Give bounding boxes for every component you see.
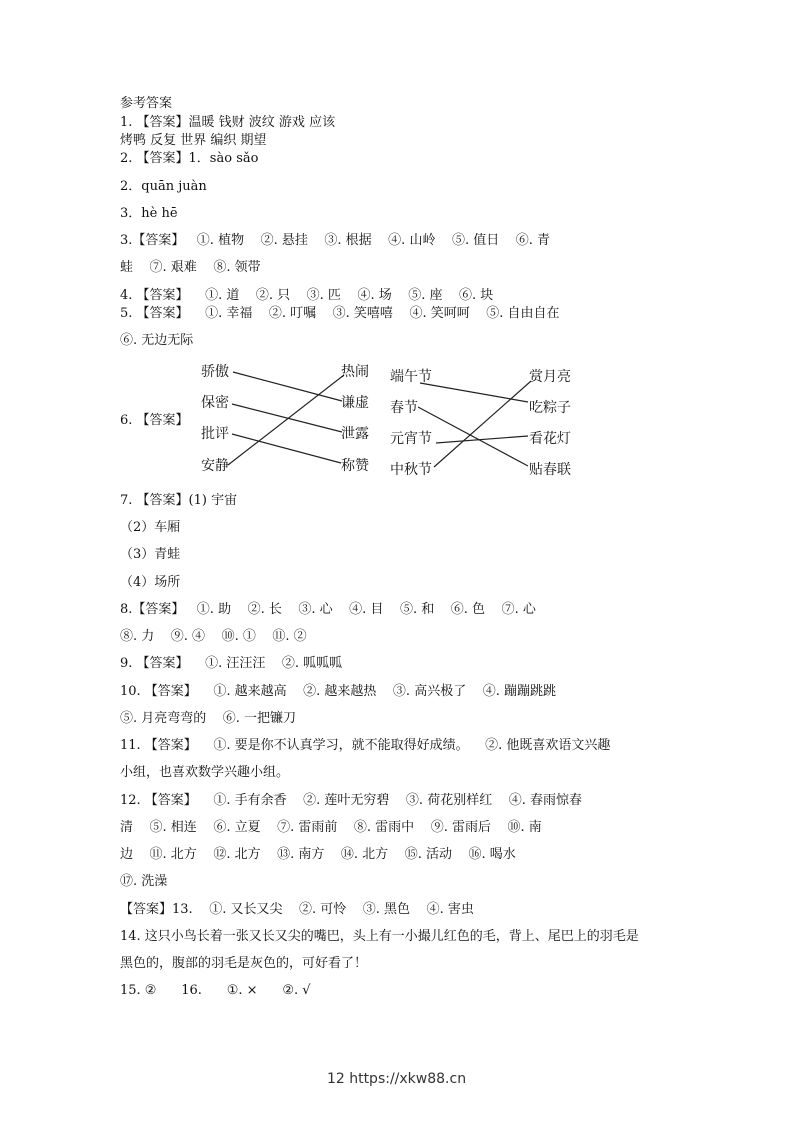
match-word: 春节: [390, 400, 418, 416]
text-line: （2）车厢: [120, 520, 181, 535]
match-word: 贴春联: [529, 462, 571, 478]
text-line: 7. 【答案】(1) 宇宙: [120, 493, 238, 508]
match-line: [233, 372, 342, 401]
match-word: 泄露: [341, 426, 369, 442]
text-line: 边 ⑪. 北方 ⑫. 北方 ⑬. 南方 ⑭. 北方 ⑮. 活动 ⑯. 喝水: [120, 847, 516, 862]
match-line: [436, 436, 528, 443]
text-line: 1. 【答案】温暖 钱财 波纹 游戏 应该: [120, 115, 336, 130]
text-line: 12. 【答案】 ①. 手有余香 ②. 莲叶无穷碧 ③. 荷花别样红 ④. 春雨惊春: [120, 793, 582, 808]
text-line: 黑色的，腹部的羽毛是灰色的，可好看了！: [120, 956, 368, 971]
text-line: 6. 【答案】: [120, 413, 189, 428]
text-line: 5. 【答案】 ①. 幸福 ②. 叮嘱 ③. 笑嘻嘻 ④. 笑呵呵 ⑤. 自由自在: [120, 306, 560, 321]
match-line: [232, 434, 341, 463]
match-line: [232, 404, 342, 432]
match-word: 骄傲: [201, 364, 229, 380]
text-line: 10. 【答案】 ①. 越来越高 ②. 越来越热 ③. 高兴极了 ④. 蹦蹦跳跳: [120, 684, 556, 699]
text-line: 11. 【答案】 ①. 要是你不认真学习，就不能取得好成绩。 ②. 他既喜欢语文兴趣: [120, 738, 611, 753]
text-line: 2. 【答案】1．sào sǎo: [120, 151, 259, 166]
match-line: [420, 383, 528, 402]
text-line: 参考答案: [120, 96, 173, 111]
match-word: 元宵节: [390, 431, 432, 447]
page-footer: 12 https://xkw88.cn: [326, 1071, 467, 1087]
match-word: 称赞: [341, 458, 369, 474]
match-word: 看花灯: [529, 431, 571, 447]
text-line: 清 ⑤. 相连 ⑥. 立夏 ⑦. 雷雨前 ⑧. 雷雨中 ⑨. 雷雨后 ⑩. 南: [120, 820, 542, 835]
match-line: [434, 381, 531, 467]
text-line: 3.【答案】 ①. 植物 ②. 悬挂 ③. 根据 ④. 山岭 ⑤. 值日 ⑥. 青: [120, 233, 551, 248]
text-line: ⑤. 月亮弯弯的 ⑥. 一把镰刀: [120, 711, 297, 726]
text-line: ⑥. 无边无际: [120, 333, 194, 348]
text-line: （4）场所: [120, 575, 181, 590]
text-line: ⑧. 力 ⑨. ④ ⑩. ① ⑪. ②: [120, 629, 307, 644]
match-word: 热闹: [341, 364, 369, 380]
text-line: 3．hè hē: [120, 206, 178, 221]
text-line: 2．quān juàn: [120, 179, 207, 194]
match-word: 安静: [201, 458, 229, 474]
text-line: 小组，也喜欢数学兴趣小组。: [120, 765, 290, 780]
text-line: 9. 【答案】 ①. 汪汪汪 ②. 呱呱呱: [120, 656, 343, 671]
match-word: 谦虚: [341, 395, 369, 411]
text-line: （3）青蛙: [120, 547, 181, 562]
match-word: 保密: [201, 395, 229, 411]
text-line: 蛙 ⑦. 艰难 ⑧. 领带: [120, 260, 261, 275]
text-line: 4. 【答案】 ①. 道 ②. 只 ③. 匹 ④. 场 ⑤. 座 ⑥. 块: [120, 288, 494, 303]
match-line: [418, 407, 528, 466]
text-line: ⑰. 洗澡: [120, 874, 168, 889]
match-line: [228, 375, 344, 465]
match-word: 批评: [201, 426, 229, 442]
match-word: 吃粽子: [529, 400, 571, 416]
text-line: 8.【答案】 ①. 助 ②. 长 ③. 心 ④. 目 ⑤. 和 ⑥. 色 ⑦. 心: [120, 602, 536, 617]
text-line: 【答案】13. ①. 又长又尖 ②. 可怜 ③. 黑色 ④. 害虫: [120, 902, 474, 917]
text-line: 烤鸭 反复 世界 编织 期望: [120, 133, 267, 148]
match-word: 赏月亮: [529, 369, 571, 385]
match-word: 端午节: [390, 369, 432, 385]
text-line: 15. ② 16. ①. × ②. √: [120, 983, 311, 998]
match-word: 中秋节: [390, 462, 432, 478]
text-line: 14. 这只小鸟长着一张又长又尖的嘴巴，头上有一小撮儿红色的毛，背上、尾巴上的羽毛是: [120, 929, 639, 944]
